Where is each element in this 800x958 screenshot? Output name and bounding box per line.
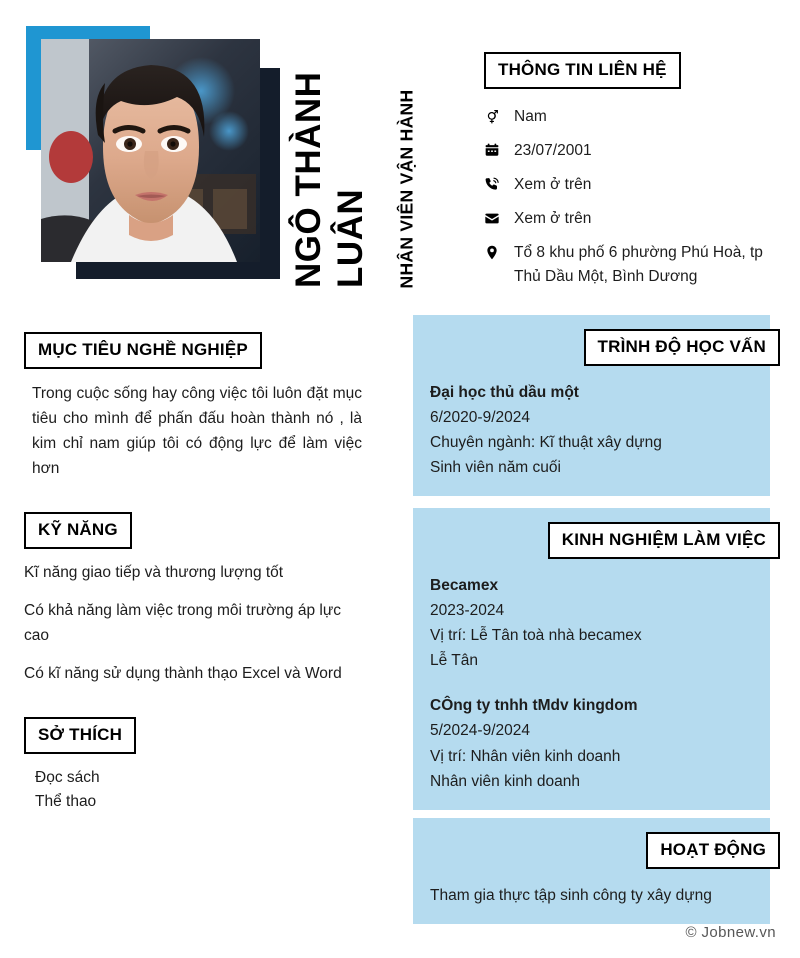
experience-note: Nhân viên kinh doanh xyxy=(430,772,580,790)
education-section xyxy=(413,315,770,496)
objective-title-row xyxy=(24,332,364,369)
objective-section-title: MỤC TIÊU NGHỀ NGHIỆP xyxy=(24,332,262,369)
education-org: Đại học thủ dầu một xyxy=(430,383,579,401)
contact-item-phone[interactable] xyxy=(484,173,784,197)
candidate-name xyxy=(288,30,368,288)
calendar-icon xyxy=(484,139,514,159)
left-column xyxy=(24,332,364,814)
skill-item: Kĩ năng giao tiếp và thương lượng tốt xyxy=(24,564,284,582)
skill-item: Có khả năng làm việc trong môi trường áp lực cao xyxy=(24,601,341,644)
gender-icon xyxy=(484,105,514,125)
experience-position: Vị trí: Lễ Tân toà nhà becamex xyxy=(430,627,642,645)
activities-section xyxy=(413,818,770,924)
contact-section xyxy=(484,52,784,299)
activity-item: Tham gia thực tập sinh công ty xây dựng xyxy=(430,886,712,904)
envelope-icon xyxy=(484,207,514,227)
education-entry xyxy=(430,380,770,480)
objective-section xyxy=(24,332,364,481)
education-section-title: TRÌNH ĐỘ HỌC VẤN xyxy=(584,329,780,366)
experience-note: Lễ Tân xyxy=(430,652,478,670)
hobbies-title-row xyxy=(24,717,364,754)
skills-section xyxy=(24,512,364,686)
contact-section-title: THÔNG TIN LIÊN HỆ xyxy=(484,52,681,89)
experience-entry xyxy=(430,693,770,793)
contact-title-row xyxy=(484,52,784,89)
contact-item-email[interactable] xyxy=(484,207,784,231)
contact-list xyxy=(484,105,784,289)
experience-org: CÔng ty tnhh tMdv kingdom xyxy=(430,697,638,715)
experience-position: Vị trí: Nhân viên kinh doanh xyxy=(430,747,621,765)
contact-item-gender xyxy=(484,105,784,129)
experience-period: 5/2024-9/2024 xyxy=(430,722,530,740)
activities-body xyxy=(413,869,770,924)
experience-title-row xyxy=(413,508,780,559)
education-period: 6/2020-9/2024 xyxy=(430,408,530,426)
experience-section xyxy=(413,508,770,810)
experience-entry xyxy=(430,573,770,673)
candidate-name-line-2: LUÂN xyxy=(331,188,370,288)
skill-item: Có kĩ năng sử dụng thành thạo Excel và Word xyxy=(24,664,342,682)
experience-section-title: KINH NGHIỆM LÀM VIỆC xyxy=(548,522,780,559)
experience-org: Becamex xyxy=(430,576,499,594)
footer-credit: © Jobnew.vn xyxy=(685,924,776,941)
candidate-name-line-1: NGÔ THÀNH xyxy=(289,71,328,288)
list-item: Đọc sách xyxy=(35,769,100,787)
hobbies-section xyxy=(24,717,364,814)
skills-title-row xyxy=(24,512,364,549)
skills-section-title: KỸ NĂNG xyxy=(24,512,132,549)
contact-value-gender: Nam xyxy=(514,107,547,125)
candidate-role-text: NHÂN VIÊN VẬN HÀNH xyxy=(396,89,417,288)
contact-item-birthdate xyxy=(484,139,784,163)
location-pin-icon xyxy=(484,241,514,261)
activities-section-title: HOẠT ĐỘNG xyxy=(646,832,780,869)
experience-period: 2023-2024 xyxy=(430,601,505,619)
education-note: Sinh viên năm cuối xyxy=(430,459,561,477)
hero-header xyxy=(0,0,800,310)
education-title-row xyxy=(413,315,780,366)
phone-icon xyxy=(484,173,514,193)
list-item: Thể thao xyxy=(35,793,97,811)
contact-value-address: Tổ 8 khu phố 6 phường Phú Hoà, tp Thủ Dầu Một, Bình Dương xyxy=(514,243,763,285)
contact-value-email: Xem ở trên xyxy=(514,209,592,227)
experience-body xyxy=(413,559,770,810)
hobbies-section-title: SỞ THÍCH xyxy=(24,717,136,754)
education-major: Chuyên ngành: Kĩ thuật xây dựng xyxy=(430,434,662,452)
activities-title-row xyxy=(413,818,780,869)
contact-value-phone: Xem ở trên xyxy=(514,175,592,193)
education-body xyxy=(413,366,770,496)
objective-text: Trong cuộc sống hay công việc tôi luôn đặt mục tiêu cho mình để phấn đấu hoàn thành nó , là kim chỉ nam giúp tôi có động lực để làm việc hơn xyxy=(32,384,362,478)
candidate-role xyxy=(394,44,420,288)
contact-item-address xyxy=(484,241,784,289)
contact-value-birthdate: 23/07/2001 xyxy=(514,141,592,159)
profile-photo xyxy=(41,39,260,262)
